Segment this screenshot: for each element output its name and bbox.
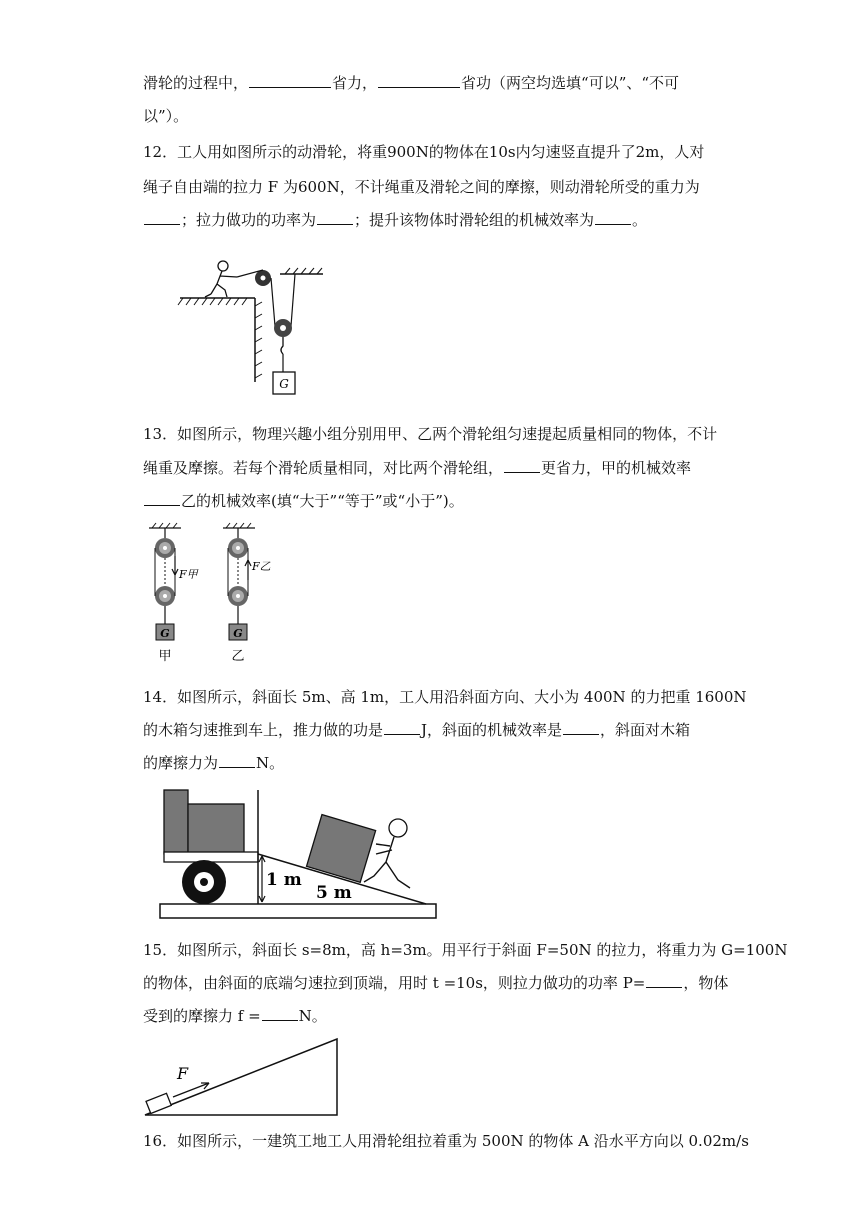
- force-label-right: F乙: [252, 560, 271, 573]
- length-label: 5 m: [316, 883, 352, 903]
- height-label: 1 m: [266, 870, 302, 890]
- q15-line-1: 15．如图所示，斜面长 s=8m，高 h=3m。用平行于斜面 F=50N 的拉力，将重力为 G=100N: [143, 941, 788, 959]
- q11-line-1: 滑轮的过程中， 省力， 省功（两空均选填“可以”、“不可: [143, 74, 680, 92]
- q15-line-2: 的物体，由斜面的底端匀速拉到顶端，用时 t =10s，则拉力做功的功率 P= ，物体: [143, 974, 729, 992]
- answer-blank[interactable]: [646, 972, 682, 988]
- caption-left: 甲: [158, 649, 172, 664]
- answer-blank[interactable]: [563, 719, 599, 735]
- q13-pulley-figure: [143, 520, 283, 670]
- q13-line-3: 乙的机械效率(填“大于”“等于”或“小于”)。: [143, 490, 464, 512]
- q16-line-1: 16．如图所示，一建筑工地工人用滑轮组拉着重为 500N 的物体 A 沿水平方向以 0.02m/s: [143, 1132, 749, 1150]
- answer-blank[interactable]: [317, 209, 353, 225]
- q14-line-1: 14．如图所示，斜面长 5m、高 1m，工人用沿斜面方向、大小为 400N 的力把重 1600N: [143, 688, 747, 706]
- q11-line-2: 以”）。: [143, 107, 189, 125]
- weight-label-right: G: [233, 627, 243, 640]
- answer-blank[interactable]: [378, 72, 460, 88]
- q12-pulley-figure: [175, 242, 335, 402]
- weight-label-left: G: [160, 627, 170, 640]
- answer-blank[interactable]: [249, 72, 331, 88]
- q14-line-2: 的木箱匀速推到车上，推力做的功是 J，斜面的机械效率是 ，斜面对木箱: [143, 721, 691, 739]
- q13-line-2: 绳重及摩擦。若每个滑轮质量相同，对比两个滑轮组， 更省力，甲的机械效率: [143, 459, 692, 477]
- q13-line-1: 13．如图所示，物理兴趣小组分别用甲、乙两个滑轮组匀速提起质量相同的物体，不计: [143, 425, 718, 443]
- force-label: F: [177, 1064, 189, 1083]
- q12-line-2: 绳子自由端的拉力 F 为600N，不计绳重及滑轮之间的摩擦，则动滑轮所受的重力为: [143, 178, 700, 196]
- weight-label: G: [279, 377, 289, 391]
- answer-blank[interactable]: [595, 209, 631, 225]
- answer-blank[interactable]: [262, 1005, 298, 1021]
- q14-line-3: 的摩擦力为 N。: [143, 754, 285, 772]
- q15-incline-figure: [143, 1035, 343, 1121]
- answer-blank[interactable]: [384, 719, 420, 735]
- answer-blank[interactable]: [144, 209, 180, 225]
- q12-line-3: ；拉力做功的功率为 ；提升该物体时滑轮组的机械效率为 。: [143, 209, 647, 231]
- q14-incline-figure: [158, 784, 440, 922]
- q12-line-1: 12．工人用如图所示的动滑轮，将重900N的物体在10s内匀速竖直提升了2m，人对: [143, 143, 705, 161]
- answer-blank[interactable]: [504, 457, 540, 473]
- answer-blank[interactable]: [144, 490, 180, 506]
- answer-blank[interactable]: [219, 752, 255, 768]
- caption-right: 乙: [231, 649, 245, 664]
- force-label-left: F甲: [179, 568, 198, 581]
- q15-line-3: 受到的摩擦力 f = N。: [143, 1007, 327, 1025]
